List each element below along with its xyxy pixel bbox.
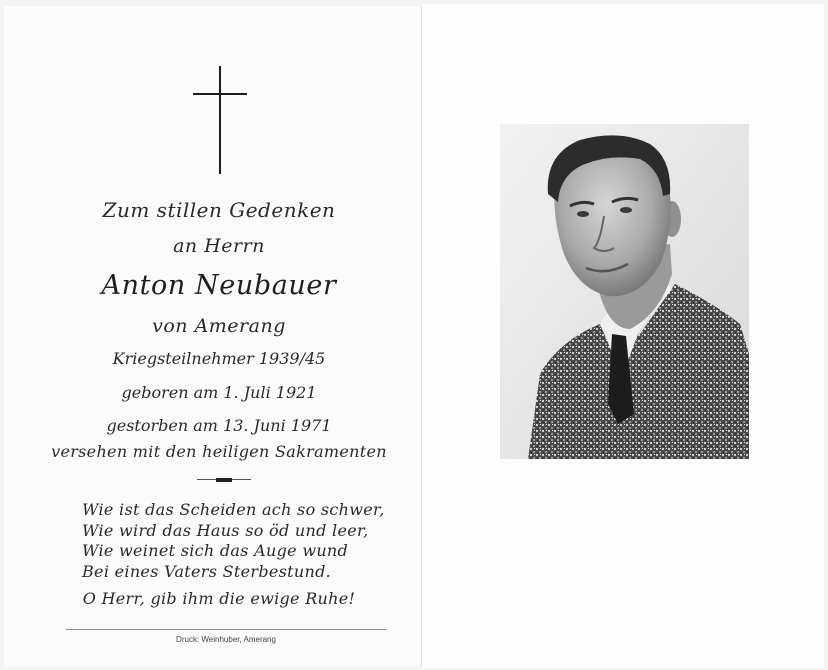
portrait-photo — [500, 124, 749, 459]
salutation: an Herrn — [173, 235, 265, 257]
birth-date: geboren am 1. Juli 1921 — [121, 383, 317, 402]
poem-line: Bei eines Vaters Sterbestund. — [82, 561, 332, 581]
poem-line: Wie wird das Haus so öd und leer, — [82, 520, 369, 540]
dedication-heading: Zum stillen Gedenken — [102, 198, 336, 222]
footer-rule — [66, 629, 386, 630]
origin: von Amerang — [152, 315, 286, 337]
deceased-name: Anton Neubauer — [101, 270, 337, 301]
poem-line: Wie weinet sich das Auge wund — [82, 541, 349, 560]
memorial-card-text-panel — [4, 6, 422, 666]
printer-credit: Druck: Weinhuber, Amerang — [176, 635, 276, 644]
prayer: O Herr, gib ihm die ewige Ruhe! — [82, 589, 356, 608]
ornamental-divider — [197, 478, 251, 481]
memorial-poem — [82, 500, 402, 582]
death-date: gestorben am 13. Juni 1971 — [106, 416, 332, 435]
service-note: Kriegsteilnehmer 1939/45 — [112, 349, 326, 368]
poem-line: Wie ist das Scheiden ach so schwer, — [82, 500, 385, 519]
sacraments-note: versehen mit den heiligen Sakramenten — [51, 442, 387, 461]
cross-icon — [191, 66, 249, 176]
portrait-illustration — [500, 124, 749, 459]
